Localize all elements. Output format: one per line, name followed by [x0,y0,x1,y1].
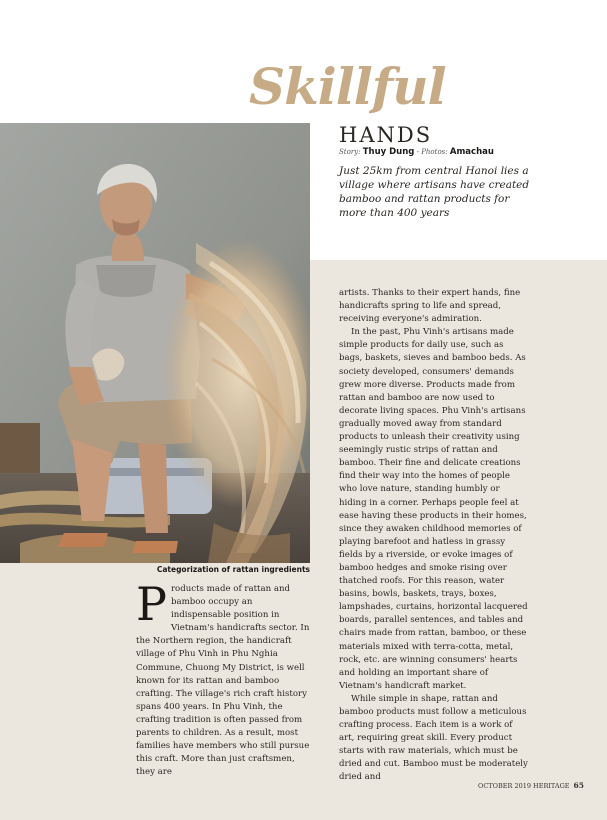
article-headline: HANDS [339,123,433,147]
body-column-right [339,287,529,785]
page-number: 65 [573,781,584,790]
story-author: Thuy Dung [362,147,415,157]
story-label: Story: [339,148,361,156]
body-paragraph: In the past, Phu Vinh's artisans made simple products for daily use, such as bags, baskets, sieves and bamboo beds. As society developed, consumers' demands grew more diverse. Products made from rattan and bamboo are now used to decorate living spaces. Phu Vinh's artisans gradually moved away from standard products to unleash their creativity using seemingly rustic strips of rattan and bamboo. Their fine and delicate creations find their way into the homes of people who love nature, standing humbly or hiding in a corner. Perhaps people feel at ease having these products in their homes, since they awaken childhood memories of playing barefoot and hatless in grassy fields by a riverside, or evoke images of bamboo hedges and smoke rising over thatched roofs. For this reason, water basins, bowls, baskets, trays, boxes, lampshades, curtains, horizontal lacquered boards, parallel sentences, and tables and chairs made from rattan, bamboo, or these materials mixed with terra-cotta, metal, rock, etc. are winning consumers' hearts and holding an important share of Vietnam's handicraft market. [339,327,528,691]
opening-paragraph-text: roducts made of rattan and bamboo occupy an indispensable position in Vietnam's handicrafts sector. In the Northern region, the handicraft village of Phu Vinh in Phu Nghia Commune, Chuong My District, is well known for its rattan and bamboo crafting. The village's rich craft history spans 400 years. In Phu Vinh, the crafting tradition is often passed from parents to children. As a result, most families have members who still pursue this craft. More than just craftsmen, they are [136,584,310,778]
drop-cap: P [136,577,167,631]
opening-paragraph [136,577,314,779]
article-credits [339,147,494,157]
article-kicker: Skillful [249,57,446,116]
body-paragraph-continuation: artists. Thanks to their expert hands, fine handicrafts spring to life and spread, receiving everyone's admiration. [339,288,521,325]
page-footer [478,781,584,790]
photo-author: Amachau [449,147,494,157]
body-column-left [136,577,314,779]
article-standfirst: Just 25km from central Hanoi lies a village where artisans have created bamboo and rattan products for more than 400 years [339,165,530,219]
photo-caption: Categorization of rattan ingredients [156,565,310,574]
photo-label: - Photos: [416,148,448,156]
body-paragraph: While simple in shape, rattan and bamboo products must follow a meticulous crafting process. Each item is a work of art, requiring great skill. Every product starts with raw materials, which must be dried and cut. Bamboo must be moderately dried and [339,693,528,783]
artisan-photo [0,123,310,563]
issue-label: OCTOBER 2019 HERITAGE [478,782,570,790]
